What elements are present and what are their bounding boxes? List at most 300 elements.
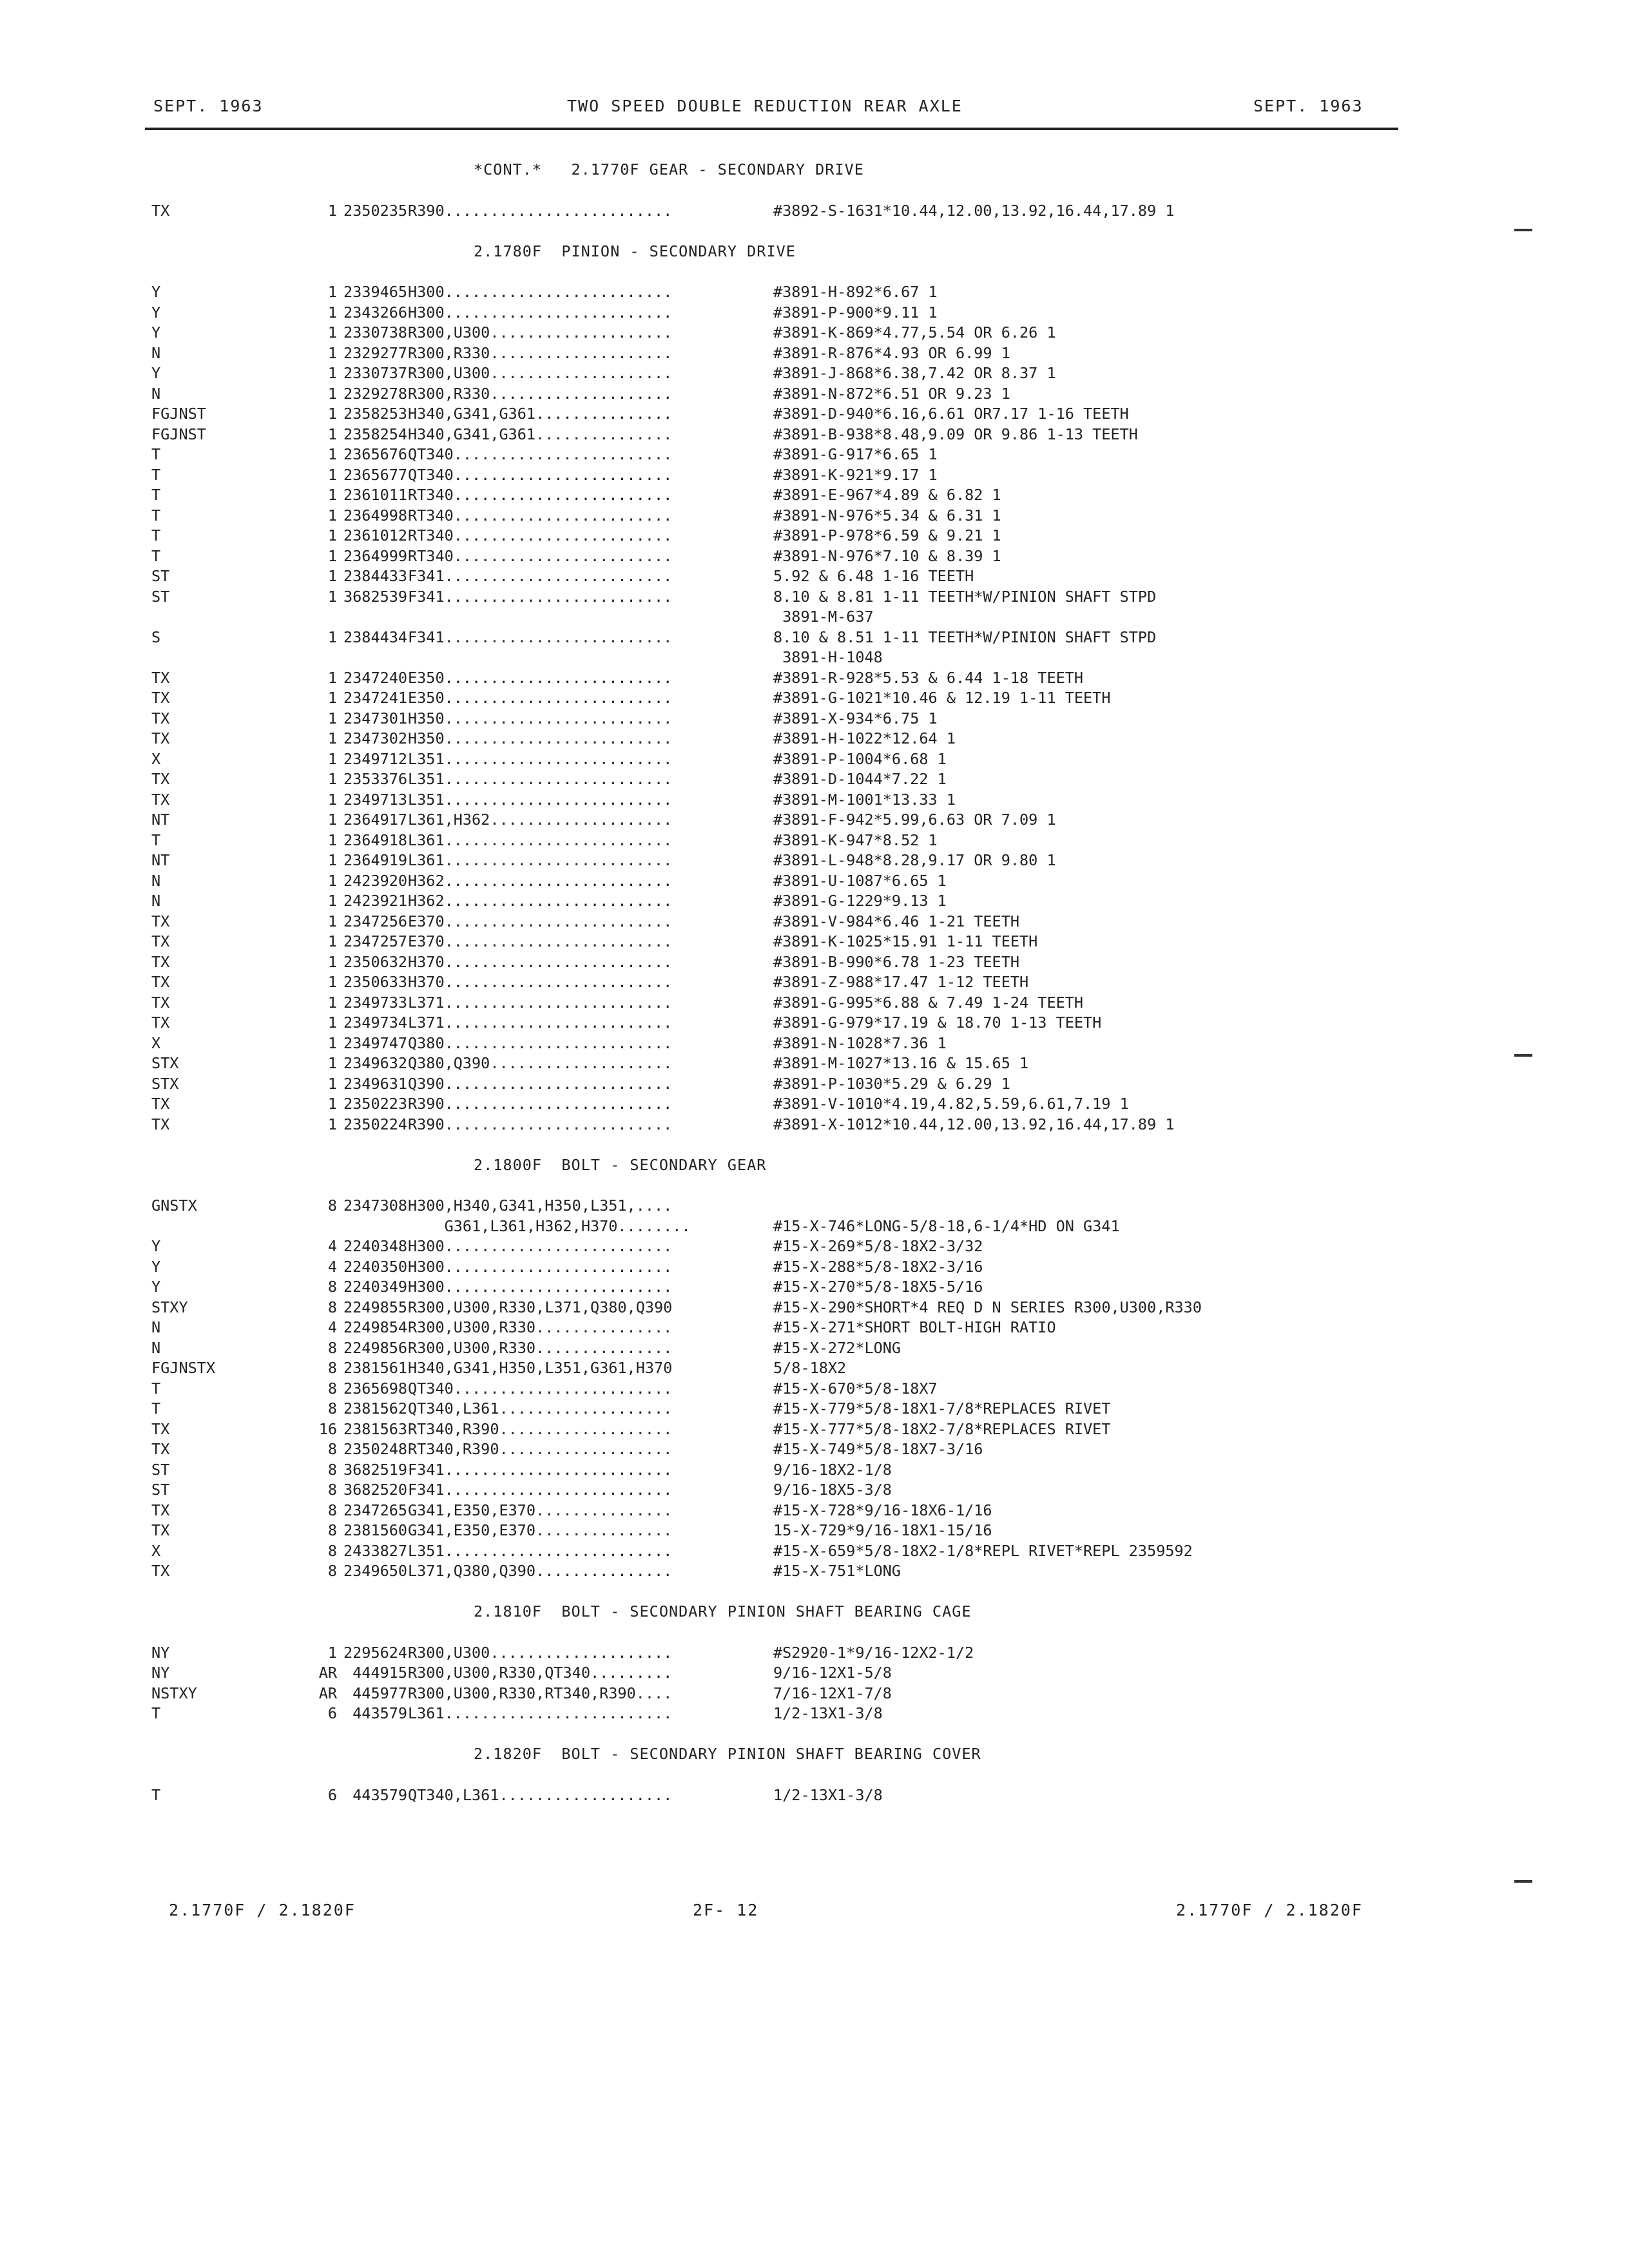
model-code: GNSTX (151, 1196, 197, 1215)
part-number: 2350248 (343, 1440, 408, 1458)
part-number: 2349650 (343, 1562, 408, 1580)
part-row (151, 628, 1447, 648)
spacer (151, 1135, 1447, 1155)
application-models: QT340,L361................... (408, 1785, 673, 1804)
part-row (151, 1236, 1447, 1257)
part-number: 2350235 (343, 201, 408, 220)
application-models: RT340........................ (408, 506, 673, 524)
model-code: T (151, 1379, 161, 1398)
quantity: 8 (327, 1379, 337, 1398)
page-number: 2F- 12 (693, 1901, 759, 1919)
application-models: H300......................... (408, 303, 673, 322)
part-number: 2364917 (343, 811, 408, 829)
application-models: G361,L361,H362,H370........ (408, 1216, 691, 1235)
application-models: H350......................... (408, 709, 673, 727)
part-description: #15-X-670*5/8-18X7 (773, 1379, 938, 1398)
model-code: TX (151, 1014, 170, 1032)
part-number: 2381560 (343, 1521, 408, 1539)
quantity: 8 (327, 1440, 337, 1458)
quantity: 1 (327, 790, 337, 809)
application-models: R390......................... (408, 201, 673, 220)
application-models: R300,U300,R330,QT340......... (408, 1664, 673, 1682)
part-number: 2347308 (343, 1196, 408, 1215)
quantity: 1 (327, 729, 337, 747)
model-code: X (151, 1541, 161, 1560)
part-description: #3891-K-869*4.77,5.54 OR 6.26 1 (773, 323, 1056, 341)
part-description: #3891-J-868*6.38,7.42 OR 8.37 1 (773, 364, 1056, 382)
quantity: 1 (327, 851, 337, 869)
model-code: T (151, 526, 161, 544)
part-number: 2361012 (343, 526, 408, 544)
part-description: #3891-G-1229*9.13 1 (773, 892, 947, 910)
part-row (151, 1196, 1447, 1216)
model-code: NY (151, 1643, 170, 1662)
part-number: 2349734 (343, 1014, 408, 1032)
part-description: #3891-X-934*6.75 1 (773, 709, 938, 727)
quantity: 1 (327, 384, 337, 403)
application-models: L361......................... (408, 831, 673, 849)
part-description: #15-X-749*5/8-18X7-3/16 (773, 1440, 983, 1458)
model-code: FGJNSTX (151, 1359, 216, 1377)
part-row (151, 769, 1447, 790)
part-number: 2350223 (343, 1095, 408, 1113)
quantity: 6 (327, 1785, 337, 1804)
part-number: 2350632 (343, 952, 408, 971)
quantity: 1 (327, 1054, 337, 1072)
part-description: #3891-G-995*6.88 & 7.49 1-24 TEETH (773, 993, 1084, 1012)
part-row (151, 1338, 1447, 1359)
part-row (151, 384, 1447, 405)
model-code: Y (151, 1237, 161, 1255)
part-description: #15-X-272*LONG (773, 1338, 901, 1357)
application-models: L371......................... (408, 993, 673, 1012)
quantity: 1 (327, 486, 337, 504)
quantity: 1 (327, 709, 337, 727)
part-row (151, 648, 1447, 668)
part-row (151, 790, 1447, 811)
header-rule (145, 128, 1398, 130)
parts-listing (151, 160, 1447, 1805)
part-number: 2347256 (343, 912, 408, 930)
part-number: 2295624 (343, 1643, 408, 1662)
application-models: R300,U300,R330,L371,Q380,Q390 (408, 1298, 673, 1316)
model-code: Y (151, 1278, 161, 1296)
model-code: T (151, 831, 161, 849)
part-description: #3891-B-938*8.48,9.09 OR 9.86 1-13 TEETH (773, 425, 1138, 443)
part-description: #3891-N-976*7.10 & 8.39 1 (773, 546, 1001, 565)
part-description: #3891-M-1027*13.16 & 15.65 1 (773, 1054, 1029, 1072)
application-models: R300,U300.................... (408, 1643, 673, 1662)
quantity: 1 (327, 546, 337, 565)
section-heading (151, 1744, 1447, 1765)
part-number: 2361011 (343, 486, 408, 504)
part-number: 3682519 (343, 1460, 408, 1479)
part-description: #15-X-779*5/8-18X1-7/8*REPLACES RIVET (773, 1399, 1111, 1418)
part-description: #15-X-659*5/8-18X2-1/8*REPL RIVET*REPL 2359592 (773, 1541, 1193, 1560)
quantity: 1 (327, 628, 337, 646)
part-row (151, 1561, 1447, 1582)
part-row (151, 1053, 1447, 1074)
part-row (151, 546, 1447, 567)
part-number: 2349712 (343, 749, 408, 768)
model-code: T (151, 486, 161, 504)
section-title: 2.1780F PINION - SECONDARY DRIVE (474, 242, 796, 260)
model-code: N (151, 892, 161, 910)
part-row (151, 1358, 1447, 1379)
application-models: R300,U300,R330,RT340,R390.... (408, 1684, 673, 1702)
part-number: 2347265 (343, 1501, 408, 1519)
quantity: 1 (327, 303, 337, 322)
model-code: TX (151, 1419, 170, 1438)
footer-range-left: 2.1770F / 2.1820F (169, 1901, 356, 1919)
part-description: 1/2-13X1-3/8 (773, 1785, 883, 1804)
margin-mark (1514, 1880, 1532, 1883)
application-models: R300,U300,R330............... (408, 1318, 673, 1336)
section-heading (151, 160, 1447, 180)
application-models: L371,Q380,Q390............... (408, 1562, 673, 1580)
part-number: 2240349 (343, 1278, 408, 1296)
model-code: TX (151, 729, 170, 747)
part-row (151, 1480, 1447, 1501)
part-number: 2381561 (343, 1359, 408, 1377)
part-row (151, 1439, 1447, 1460)
quantity: 1 (327, 323, 337, 341)
part-row (151, 729, 1447, 749)
quantity: 1 (327, 871, 337, 890)
spacer (151, 1622, 1447, 1643)
part-row (151, 465, 1447, 486)
part-row (151, 445, 1447, 465)
part-number: 2329277 (343, 343, 408, 362)
model-code: N (151, 343, 161, 362)
part-number: 445977 (343, 1684, 408, 1702)
header-date-right: SEPT. 1963 (1253, 97, 1364, 115)
part-description: #3891-L-948*8.28,9.17 OR 9.80 1 (773, 851, 1056, 869)
part-description: #3891-V-984*6.46 1-21 TEETH (773, 912, 1020, 930)
model-code: FGJNST (151, 405, 206, 423)
application-models: F341......................... (408, 1481, 673, 1499)
application-models: R300,U300.................... (408, 323, 673, 341)
part-number: 2349631 (343, 1074, 408, 1093)
part-number: 2249856 (343, 1338, 408, 1357)
model-code: TX (151, 1562, 170, 1580)
quantity: 1 (327, 1014, 337, 1032)
part-row (151, 891, 1447, 912)
part-number: 2364919 (343, 851, 408, 869)
quantity: 8 (327, 1338, 337, 1357)
part-number: 2365676 (343, 445, 408, 463)
model-code: ST (151, 567, 170, 585)
part-description: #3891-G-917*6.65 1 (773, 445, 938, 463)
model-code: TX (151, 932, 170, 950)
part-number: 2330737 (343, 364, 408, 382)
application-models: L351......................... (408, 1541, 673, 1560)
part-number: 444915 (343, 1664, 408, 1682)
part-row (151, 425, 1447, 445)
part-row (151, 688, 1447, 709)
part-row (151, 1074, 1447, 1095)
margin-mark (1514, 1054, 1532, 1057)
model-code: ST (151, 1481, 170, 1499)
part-description: #3891-H-1022*12.64 1 (773, 729, 956, 747)
application-models: RT340,R390................... (408, 1440, 673, 1458)
model-code: T (151, 546, 161, 565)
application-models: L351......................... (408, 790, 673, 809)
part-row (151, 871, 1447, 892)
spacer (151, 262, 1447, 283)
quantity: 1 (327, 912, 337, 930)
part-description: #3891-B-990*6.78 1-23 TEETH (773, 952, 1020, 971)
part-description: #3891-F-942*5.99,6.63 OR 7.09 1 (773, 811, 1056, 829)
section-heading (151, 242, 1447, 262)
part-number: 2349713 (343, 790, 408, 809)
model-code: TX (151, 1115, 170, 1133)
header-title: TWO SPEED DOUBLE REDUCTION REAR AXLE (567, 97, 963, 115)
part-row (151, 1318, 1447, 1338)
part-number: 2249855 (343, 1298, 408, 1316)
part-description: #3891-N-976*5.34 & 6.31 1 (773, 506, 1001, 524)
quantity: 1 (327, 668, 337, 687)
section-heading (151, 1155, 1447, 1176)
application-models: H362......................... (408, 871, 673, 890)
part-number: 2364998 (343, 506, 408, 524)
part-description: #3891-P-900*9.11 1 (773, 303, 938, 322)
part-description: #3891-P-978*6.59 & 9.21 1 (773, 526, 1001, 544)
part-description: #3891-V-1010*4.19,4.82,5.59,6.61,7.19 1 (773, 1095, 1129, 1113)
quantity: 8 (327, 1481, 337, 1499)
part-row (151, 831, 1447, 851)
section-heading (151, 1602, 1447, 1622)
part-description: 3891-H-1048 (773, 648, 883, 666)
application-models: G341,E350,E370............... (408, 1521, 673, 1539)
part-row (151, 1379, 1447, 1399)
part-description: #3891-K-1025*15.91 1-11 TEETH (773, 932, 1038, 950)
quantity: 1 (327, 973, 337, 991)
model-code: TX (151, 790, 170, 809)
part-number: 2347257 (343, 932, 408, 950)
part-number: 2347302 (343, 729, 408, 747)
part-row (151, 1298, 1447, 1318)
part-description: #3891-U-1087*6.65 1 (773, 871, 947, 890)
model-code: TX (151, 993, 170, 1012)
application-models: R300,U300,R330............... (408, 1338, 673, 1357)
part-row (151, 1684, 1447, 1704)
application-models: RT340........................ (408, 526, 673, 544)
model-code: T (151, 465, 161, 484)
quantity: 1 (327, 892, 337, 910)
part-number: 2364999 (343, 546, 408, 565)
model-code: TX (151, 1521, 170, 1539)
part-description: #15-X-290*SHORT*4 REQ D N SERIES R300,U300,R330 (773, 1298, 1202, 1316)
part-description: 8.10 & 8.81 1-11 TEETH*W/PINION SHAFT STPD (773, 587, 1157, 606)
quantity: 1 (327, 343, 337, 362)
application-models: L351......................... (408, 770, 673, 788)
application-models: Q390......................... (408, 1074, 673, 1093)
model-code: STX (151, 1054, 179, 1072)
part-description: 9/16-12X1-5/8 (773, 1664, 892, 1682)
part-description: #15-X-288*5/8-18X2-3/16 (773, 1257, 983, 1276)
application-models: H350......................... (408, 729, 673, 747)
quantity: 8 (327, 1399, 337, 1418)
part-number: 2347241 (343, 689, 408, 707)
part-row (151, 993, 1447, 1014)
quantity: 1 (327, 932, 337, 950)
part-row (151, 1277, 1447, 1298)
application-models: H370......................... (408, 952, 673, 971)
part-row (151, 506, 1447, 526)
part-row (151, 587, 1447, 608)
part-number: 2329278 (343, 384, 408, 403)
model-code: NSTXY (151, 1684, 197, 1702)
quantity: 8 (327, 1359, 337, 1377)
part-description: #3892-S-1631*10.44,12.00,13.92,16.44,17.89 1 (773, 201, 1175, 220)
application-models: Q380,Q390.................... (408, 1054, 673, 1072)
application-models: H300......................... (408, 1237, 673, 1255)
part-row (151, 363, 1447, 384)
model-code: STX (151, 1074, 179, 1093)
application-models: H300......................... (408, 283, 673, 301)
application-models: RT340........................ (408, 486, 673, 504)
quantity: 1 (327, 1643, 337, 1662)
spacer (151, 1724, 1447, 1745)
part-row (151, 932, 1447, 952)
application-models: H300......................... (408, 1278, 673, 1296)
part-number: 2358253 (343, 405, 408, 423)
part-row (151, 1419, 1447, 1440)
part-description: 3891-M-637 (773, 608, 874, 626)
application-models: L361,H362.................... (408, 811, 673, 829)
spacer (151, 1582, 1447, 1602)
application-models: QT340........................ (408, 445, 673, 463)
model-code: N (151, 1318, 161, 1336)
quantity: 1 (327, 770, 337, 788)
application-models: L361......................... (408, 851, 673, 869)
part-description: #15-X-270*5/8-18X5-5/16 (773, 1278, 983, 1296)
model-code: TX (151, 1440, 170, 1458)
model-code: TX (151, 973, 170, 991)
quantity: 8 (327, 1541, 337, 1560)
part-description: 9/16-18X5-3/8 (773, 1481, 892, 1499)
part-row (151, 850, 1447, 871)
application-models: R300,R330.................... (408, 384, 673, 403)
part-number: 2330738 (343, 323, 408, 341)
part-row (151, 526, 1447, 546)
model-code: X (151, 749, 161, 768)
part-description: #3891-R-928*5.53 & 6.44 1-18 TEETH (773, 668, 1084, 687)
part-description: #3891-K-921*9.17 1 (773, 465, 938, 484)
part-row (151, 1521, 1447, 1541)
part-description: 5/8-18X2 (773, 1359, 847, 1377)
application-models: H370......................... (408, 973, 673, 991)
part-description: #3891-Z-988*17.47 1-12 TEETH (773, 973, 1029, 991)
application-models: H362......................... (408, 892, 673, 910)
footer-range-right: 2.1770F / 2.1820F (1176, 1901, 1363, 1919)
part-number: 2433827 (343, 1541, 408, 1560)
quantity: 1 (327, 567, 337, 585)
quantity: 1 (327, 749, 337, 768)
spacer (151, 180, 1447, 201)
part-number: 2365677 (343, 465, 408, 484)
part-row (151, 1663, 1447, 1684)
application-models: Q380......................... (408, 1033, 673, 1052)
part-description: #3891-M-1001*13.33 1 (773, 790, 956, 809)
quantity: 1 (327, 952, 337, 971)
part-number: 2358254 (343, 425, 408, 443)
application-models: E370......................... (408, 912, 673, 930)
quantity: AR (318, 1684, 337, 1702)
application-models: F341......................... (408, 1460, 673, 1479)
quantity: 1 (327, 364, 337, 382)
model-code: X (151, 1033, 161, 1052)
part-description: 1/2-13X1-3/8 (773, 1704, 883, 1722)
part-number: 2349747 (343, 1033, 408, 1052)
part-description: 9/16-18X2-1/8 (773, 1460, 892, 1479)
model-code: FGJNST (151, 425, 206, 443)
model-code: N (151, 384, 161, 403)
application-models: RT340,R390................... (408, 1419, 673, 1438)
model-code: Y (151, 364, 161, 382)
model-code: T (151, 506, 161, 524)
part-number: 2343266 (343, 303, 408, 322)
quantity: 6 (327, 1704, 337, 1722)
part-number: 2347301 (343, 709, 408, 727)
part-description: #3891-G-1021*10.46 & 12.19 1-11 TEETH (773, 689, 1111, 707)
application-models: QT340,L361................... (408, 1399, 673, 1418)
quantity: 1 (327, 526, 337, 544)
model-code: NY (151, 1664, 170, 1682)
part-row (151, 1115, 1447, 1135)
application-models: F341......................... (408, 628, 673, 646)
part-description: #15-X-746*LONG-5/8-18,6-1/4*HD ON G341 (773, 1216, 1120, 1235)
part-row (151, 1460, 1447, 1481)
application-models: R300,R330.................... (408, 343, 673, 362)
part-number: 2384434 (343, 628, 408, 646)
quantity: 1 (327, 811, 337, 829)
part-number: 2364918 (343, 831, 408, 849)
spacer (151, 1765, 1447, 1785)
part-description: #3891-N-1028*7.36 1 (773, 1033, 947, 1052)
application-models: E370......................... (408, 932, 673, 950)
quantity: 1 (327, 506, 337, 524)
margin-mark (1514, 229, 1532, 231)
part-description: 8.10 & 8.51 1-11 TEETH*W/PINION SHAFT STPD (773, 628, 1157, 646)
model-code: TX (151, 201, 170, 220)
model-code: N (151, 1338, 161, 1357)
model-code: ST (151, 1460, 170, 1479)
part-description: #15-X-269*5/8-18X2-3/32 (773, 1237, 983, 1255)
application-models: R390......................... (408, 1115, 673, 1133)
quantity: 1 (327, 831, 337, 849)
part-description: #3891-R-876*4.93 OR 6.99 1 (773, 343, 1010, 362)
part-description: 5.92 & 6.48 1-16 TEETH (773, 567, 974, 585)
part-number: 2381563 (343, 1419, 408, 1438)
model-code: NT (151, 851, 170, 869)
part-description: #3891-E-967*4.89 & 6.82 1 (773, 486, 1001, 504)
part-row (151, 1094, 1447, 1115)
part-row (151, 1501, 1447, 1521)
part-number: 2384433 (343, 567, 408, 585)
quantity: 4 (327, 1318, 337, 1336)
part-number: 2423920 (343, 871, 408, 890)
model-code: TX (151, 1501, 170, 1519)
application-models: RT340........................ (408, 546, 673, 565)
application-models: QT340........................ (408, 1379, 673, 1398)
quantity: 8 (327, 1501, 337, 1519)
model-code: Y (151, 323, 161, 341)
part-description: 15-X-729*9/16-18X1-15/16 (773, 1521, 992, 1539)
application-models: R390......................... (408, 1095, 673, 1113)
model-code: NT (151, 811, 170, 829)
